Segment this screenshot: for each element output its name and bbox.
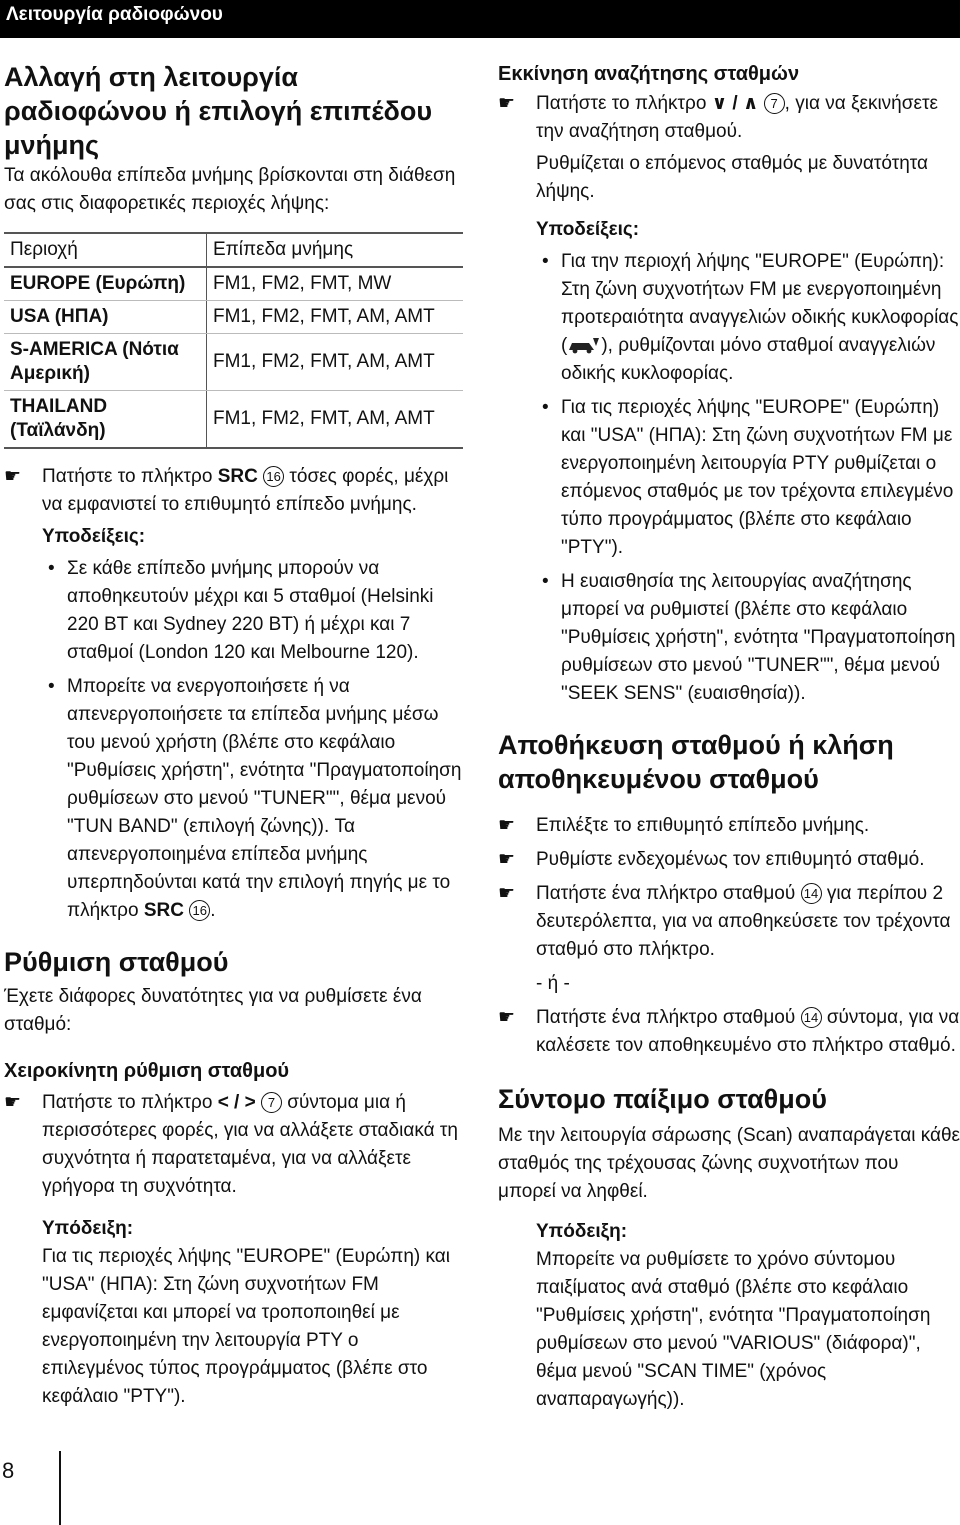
hint-text: Για τις περιοχές λήψης "EUROPE" (Ευρώπη) και "USA" (ΗΠΑ): Στη ζώνη συχνοτήτων FM εμφανίζεται και μπορεί να τροποποιηθεί με ενεργοποιημένη την λειτουργία PTY ο επιλεγμένος τύπος προγράμματος (βλέπε στο κεφάλαιο "PTY"). xyxy=(42,1246,450,1407)
section-title-scan: Σύντομο παίξιμο σταθμού xyxy=(498,1084,827,1114)
table-row xyxy=(4,301,463,334)
key-number-14-icon: 14 xyxy=(801,1007,822,1028)
right-column xyxy=(498,60,960,1414)
table-cell-region: S-AMERICA (Νότια Αμερική) xyxy=(4,334,207,391)
src-key-label: SRC xyxy=(143,900,184,921)
bullet-dot-icon: • xyxy=(542,251,549,272)
pointing-hand-icon: ☛ xyxy=(498,1007,516,1028)
hint-block xyxy=(4,1215,464,1411)
hint-heading: Υπόδειξη: xyxy=(42,1218,134,1239)
table-cell-region: USA (ΗΠΑ) xyxy=(4,301,207,334)
table-cell-region: THAILAND (Ταϊλάνδη) xyxy=(4,391,207,449)
table-cell-levels: FM1, FM2, FMT, AM, AMT xyxy=(207,301,464,334)
memory-levels-intro: Τα ακόλουθα επίπεδα μνήμης βρίσκονται στη διάθεση σας στις διαφορετικές περιοχές λήψης: xyxy=(4,165,456,214)
section-title-radio-mode: Αλλαγή στη λειτουργία ραδιοφώνου ή επιλογή επιπέδου μνήμης xyxy=(4,62,433,160)
hint-text: Μπορείτε να ρυθμίσετε το χρόνο σύντομου παιξίματος ανά σταθμό (βλέπε στο κεφάλαιο "Ρυθμίσεις χρήστη", ενότητα "Πραγματοποίηση ρυθμίσεων στο μενού "VARIOUS" (διάφορα)", θέμα μενού "SCAN TIME" (χρόνος αναπαραγωγής)). xyxy=(536,1249,931,1410)
page-header-title: Λειτουργία ραδιοφώνου xyxy=(6,4,223,25)
instruction-store-4: ☛ Πατήστε ένα πλήκτρο σταθμού 14 σύντομα, για να καλέσετε τον αποθηκευμένο στο πλήκτρο σταθμό. xyxy=(498,1004,960,1060)
section-title-store: Αποθήκευση σταθμού ή κλήση αποθηκευμένου σταθμού xyxy=(498,730,894,794)
note-item: • Για τις περιοχές λήψης "EUROPE" (Ευρώπη) και "USA" (ΗΠΑ): Στη ζώνη συχνοτήτων FM με ενεργοποιημένη λειτουργία PTY ρυθμίζεται ο επόμενος σταθμός με τον τρέχοντα επιλεγμένο τύπο προγράμματος (βλέπε στο κεφάλαιο "PTY"). xyxy=(536,394,960,562)
instruction-press-src: ☛ Πατήστε το πλήκτρο SRC 16 τόσες φορές, μέχρι να εμφανιστεί το επιθυμητό επίπεδο μνήμης. xyxy=(4,463,464,519)
instruction-manual-tuning: ☛ Πατήστε το πλήκτρο < / > 7 σύντομα μια ή περισσότερες φορές, για να αλλάξετε σταδιακά τη συχνότητα ή παρατεταμένα, για να αλλάξετε γρήγορα τη συχνότητα. xyxy=(4,1089,464,1201)
subsection-title-seek: Εκκίνηση αναζήτησης σταθμών xyxy=(498,63,800,85)
instruction-store-2: ☛ Ρυθμίστε ενδεχομένως τον επιθυμητό σταθμό. xyxy=(498,846,960,874)
note-item: • Μπορείτε να ενεργοποιήσετε ή να απενεργοποιήσετε τα επίπεδα μνήμης μέσω του μενού χρήστη (βλέπε στο κεφάλαιο "Ρυθμίσεις χρήστη", ενότητα "Πραγματοποίηση ρυθμίσεων στο μενού "TUNER"", θέμα μενού "TUN BAND" (επιλογή ζώνης)). Τα απενεργοποιημένα επίπεδα μνήμης υπερπηδούνται κατά την επιλογή πηγής με το πλήκτρο SRC 16 . xyxy=(42,673,464,925)
notes-block xyxy=(498,216,960,708)
note-item: • Σε κάθε επίπεδο μνήμης μπορούν να αποθηκευτούν μέχρι και 5 σταθμοί (Helsinki 220 BT και Sydney 220 BT) ή μέχρι και 7 σταθμοί (London 120 και Melbourne 120). xyxy=(42,555,464,667)
table-cell-levels: FM1, FM2, FMT, AM, AMT xyxy=(207,334,464,391)
table-header-row xyxy=(4,233,463,267)
src-key-label: SRC xyxy=(217,466,258,487)
table-cell-levels: FM1, FM2, FMT, AM, AMT xyxy=(207,391,464,449)
table-header-levels: Επίπεδα μνήμης xyxy=(207,233,464,267)
pointing-hand-icon: ☛ xyxy=(498,883,516,904)
note-item: • Για την περιοχή λήψης "EUROPE" (Ευρώπη): Στη ζώνη συχνοτήτων FM με ενεργοποιημένη προτεραιότητα αναγγελιών οδικής κυκλοφορίας ( ), ρυθμίζονται μόνο σταθμοί αναγγελιών οδικής κυκλοφορίας. xyxy=(536,248,960,388)
key-number-16-icon: 16 xyxy=(189,900,210,921)
table-row xyxy=(4,267,463,301)
hint-heading: Υπόδειξη: xyxy=(536,1221,628,1242)
instruction-store-1: ☛ Επιλέξτε το επιθυμητό επίπεδο μνήμης. xyxy=(498,812,960,840)
notes-heading: Υποδείξεις: xyxy=(42,526,146,547)
key-number-7-icon: 7 xyxy=(261,1092,282,1113)
bullet-dot-icon: • xyxy=(48,558,55,579)
footer-divider xyxy=(59,1451,61,1525)
arrow-up-down-icon: ∨ / ∧ xyxy=(711,93,759,114)
traffic-info-icon xyxy=(567,335,601,356)
scan-intro: Με την λειτουργία σάρωσης (Scan) αναπαράγεται κάθε σταθμός της τρέχουσας ζώνης συχνοτήτων που μπορεί να ληφθεί. xyxy=(498,1125,960,1202)
notes-block xyxy=(4,523,464,925)
key-number-14-icon: 14 xyxy=(801,883,822,904)
page-number: 8 xyxy=(2,1458,15,1483)
note-item: • Η ευαισθησία της λειτουργίας αναζήτησης μπορεί να ρυθμιστεί (βλέπε στο κεφάλαιο "Ρυθμίσεις χρήστη", ενότητα "Πραγματοποίηση ρυθμίσεων στο μενού "TUNER"", θέμα μενού "SEEK SENS" (ευαισθησία)). xyxy=(536,568,960,708)
table-cell-region: EUROPE (Ευρώπη) xyxy=(4,267,207,301)
bullet-dot-icon: • xyxy=(48,676,55,697)
pointing-hand-icon: ☛ xyxy=(4,1092,22,1113)
key-number-7-icon: 7 xyxy=(764,93,785,114)
instruction-seek: ☛ Πατήστε το πλήκτρο ∨ / ∧ 7 , για να ξεκινήσετε την αναζήτηση σταθμού. xyxy=(498,90,960,146)
tuning-intro: Έχετε διάφορες δυνατότητες για να ρυθμίσετε ένα σταθμό: xyxy=(4,986,422,1035)
pointing-hand-icon: ☛ xyxy=(498,815,516,836)
hint-block xyxy=(498,1218,960,1414)
table-header-region: Περιοχή xyxy=(4,233,207,267)
pointing-hand-icon: ☛ xyxy=(4,466,22,487)
notes-heading: Υποδείξεις: xyxy=(536,219,640,240)
or-separator: - ή - xyxy=(536,973,570,994)
instruction-store-3: ☛ Πατήστε ένα πλήκτρο σταθμού 14 για περίπου 2 δευτερόλεπτα, για να αποθηκεύσετε τον τρέχοντα σταθμό στο πλήκτρο. xyxy=(498,880,960,964)
table-row xyxy=(4,391,463,449)
bullet-dot-icon: • xyxy=(542,571,549,592)
left-column xyxy=(4,60,464,1411)
arrow-left-right-icon: < / > xyxy=(217,1092,256,1113)
subsection-title-manual: Χειροκίνητη ρύθμιση σταθμού xyxy=(4,1060,290,1082)
table-row xyxy=(4,334,463,391)
memory-levels-table xyxy=(4,232,463,449)
page-header-bar xyxy=(0,0,960,38)
bullet-dot-icon: • xyxy=(542,397,549,418)
key-number-16-icon: 16 xyxy=(263,466,284,487)
pointing-hand-icon: ☛ xyxy=(498,849,516,870)
table-cell-levels: FM1, FM2, FMT, MW xyxy=(207,267,464,301)
seek-result: Ρυθμίζεται ο επόμενος σταθμός με δυνατότητα λήψης. xyxy=(536,153,928,202)
section-title-tuning: Ρύθμιση σταθμού xyxy=(4,947,229,977)
pointing-hand-icon: ☛ xyxy=(498,93,516,114)
